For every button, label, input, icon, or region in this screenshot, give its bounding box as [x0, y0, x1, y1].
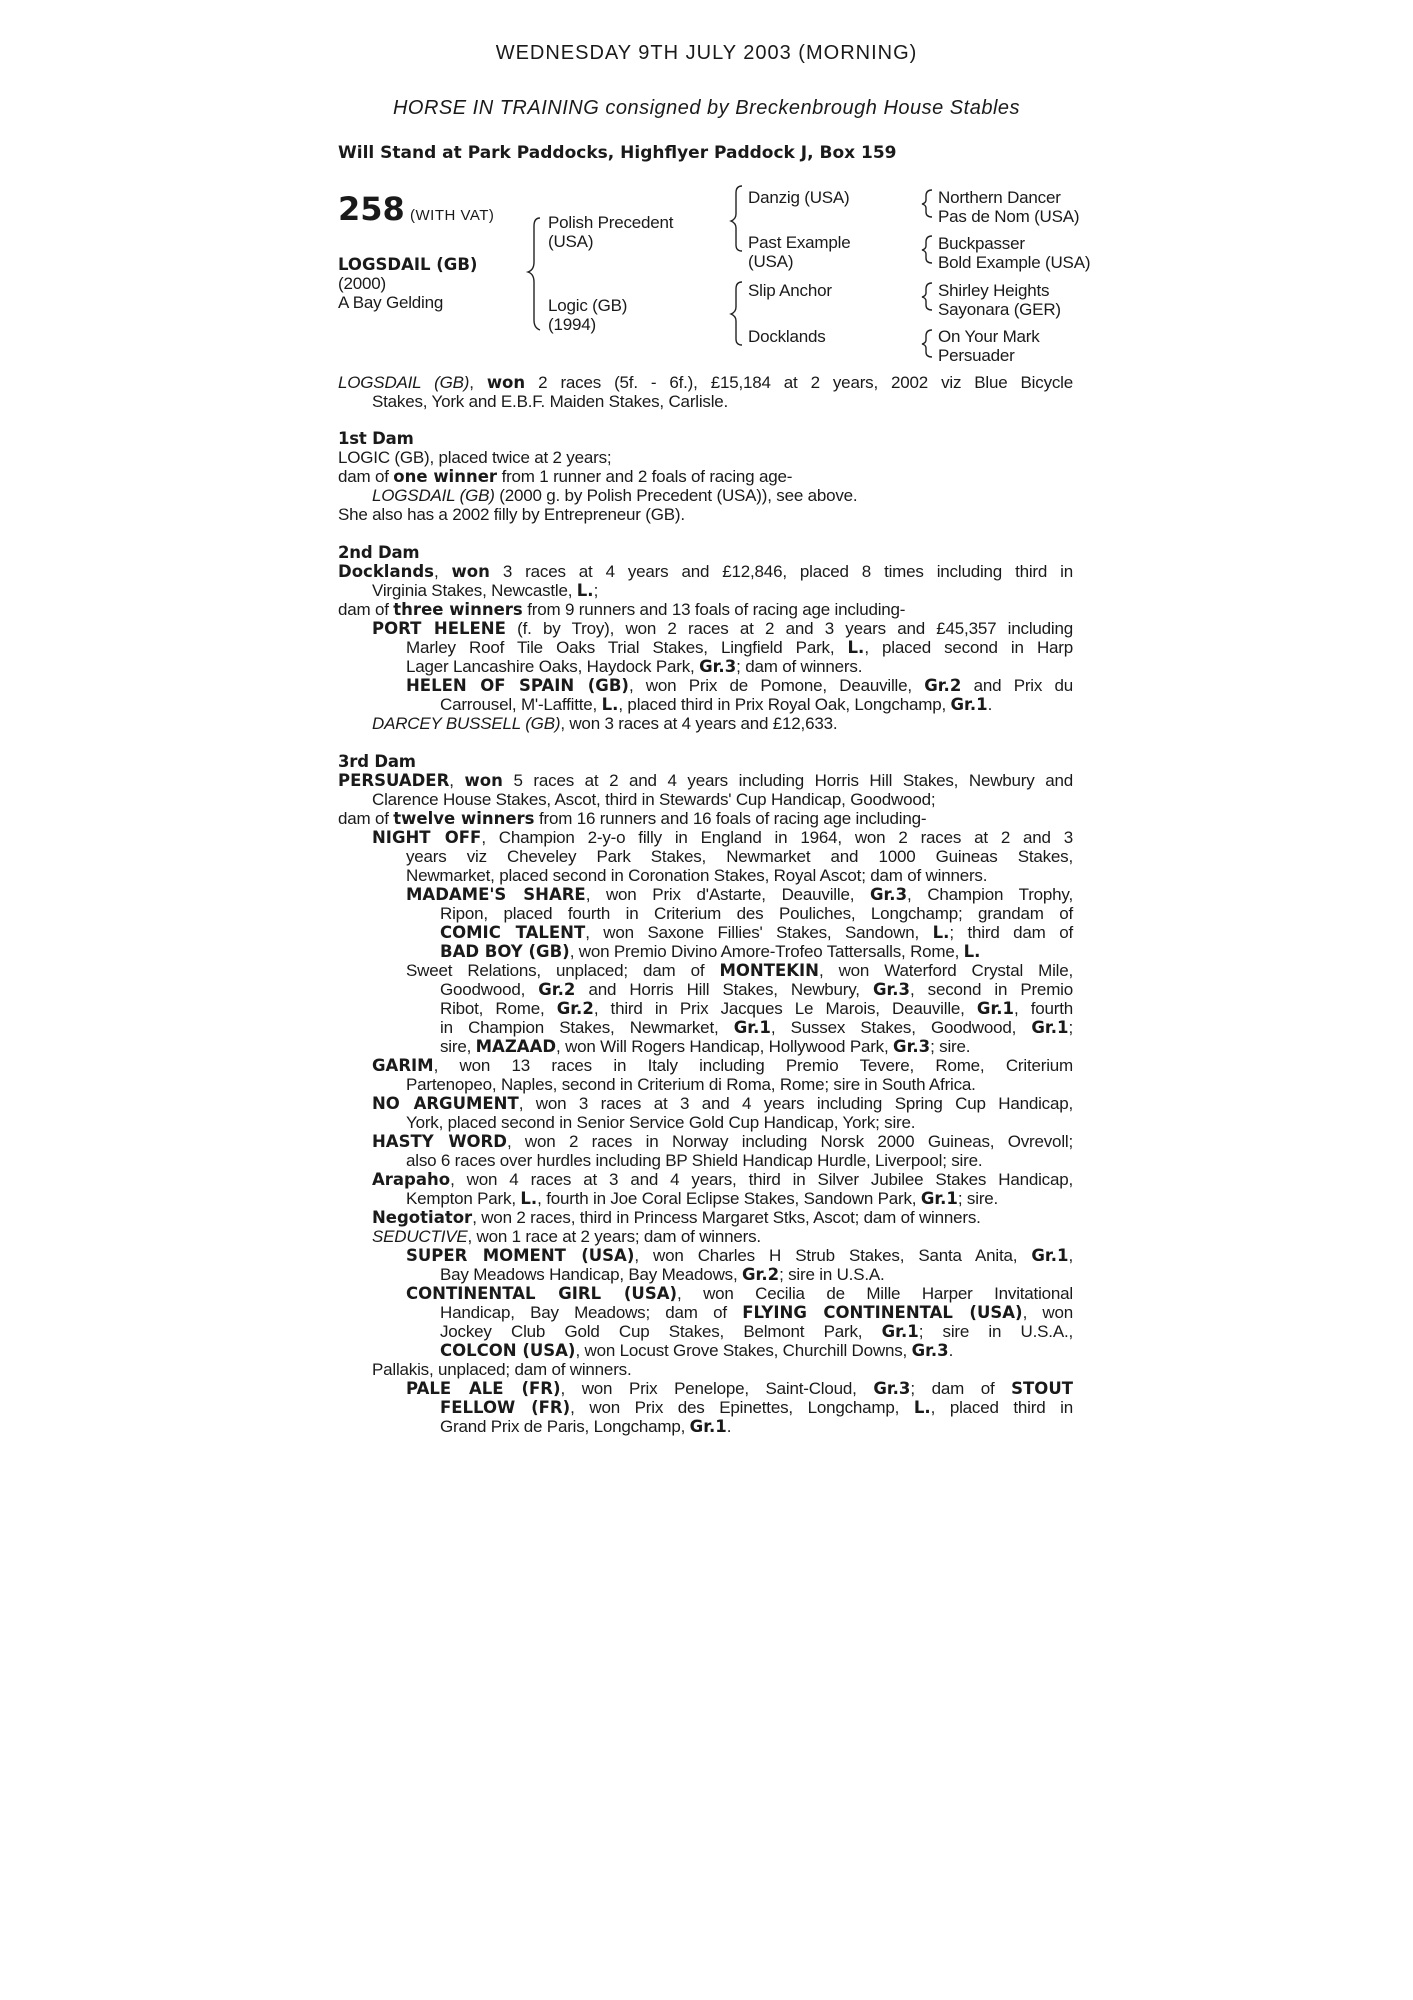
night-off-entry: NIGHT OFF, Champion 2-y-o filly in England in 1964, won 2 races at 2 and 3: [372, 828, 1073, 847]
first-dam-line-4: She also has a 2002 filly by Entrepreneur (GB).: [338, 505, 685, 524]
summary-text-1: 2 races (5f. - 6f.), £15,184 at 2 years, 2002 viz Blue Bicycle: [525, 373, 1073, 392]
pedigree-braces: [0, 0, 1413, 380]
dam-line-1: Logic (GB): [548, 296, 628, 315]
consignment-line: HORSE IN TRAINING consigned by Breckenbrough House Stables: [392, 97, 1021, 119]
first-dam-line-2: dam of one winner from 1 runner and 2 foals of racing age-: [338, 467, 793, 486]
sweet-relations-entry: Sweet Relations, unplaced; dam of MONTEKIN, won Waterford Crystal Mile,: [406, 961, 1074, 980]
third-dam-produce: NIGHT OFF, Champion 2-y-o filly in England in 1964, won 2 races at 2 and 3 years viz Cheveley Park Stakes, Newmarket and 1000 Guineas Stakes, Newmarket, placed second in Coronation Stakes, Royal Ascot; dam of winners. MADAME'S SHARE, won Prix d'Astarte, Deauville, Gr.3, Champion Trophy, Ripon, placed fourth in Criterium des Pouliches, Longchamp; grandam of COMIC TALENT, won Saxone Fillies' Stakes, Sandown, L.; third dam of BAD BOY (GB), won Premio Divino Amore-Trofeo Tattersalls, Rome, L. Sweet Relations, unplaced; dam of MONTEKIN, won Waterford Crystal Mile, Goodwood, Gr.2 and Horris Hill Stakes, Newbury, Gr.3, second in Premio Ribot, Rome, Gr.2, third in Prix Jacques Le Marois, Deauville, Gr.1, fourth in Champion Stakes, Newmarket, Gr.1, Sussex Stakes, Goodwood, Gr.1; sire, MAZAAD, won Will Rogers Handicap, Hollywood Park, Gr.3; sire. GARIM, won 13 races in Italy including Premio Tevere, Rome, Criterium Partenopeo, Naples, second in Criterium di Roma, Rome; sire in South Africa. NO ARGUMENT, won 3 races at 3 and 4 years including Spring Cup Handicap, York, placed second in Senior Service Gold Cup Handicap, York; sire. HASTY WORD, won 2 races in Norway including Norsk 2000 Guineas, Ovrevoll; also 6 races over hurdles including BP Shield Handicap Hurdle, Liverpool; sire. Arapaho, won 4 races at 3 and 4 years, third in Silver Jubilee Stakes Handicap, Kempton Park, L., fourth in Joe Coral Eclipse Stakes, Sandown Park, Gr.1; sire. Negotiator, won 2 races, third in Princess Margaret Stks, Ascot; dam of winners. SEDUCTIVE, won 1 race at 2 years; dam of winners. SUPER MOMENT (USA), won Charles H Strub Stakes, Santa Anita, Gr.1, Bay Meadows Handicap, Bay Meadows, Gr.2; sire in U.S.A. CONTINENTAL GIRL (USA), won Cecilia de Mille Harper Invitational Handicap, Bay Meadows; dam of FLYING CONTINENTAL (USA), won Jockey Club Gold Cup Stakes, Belmont Park, Gr.1; sire in U.S.A., COLCON (USA), won Locust Grove Stakes, Churchill Downs, Gr.3. Pallakis, unplaced; dam of winners. PALE ALE (FR), won Prix Penelope, Saint-Cloud, Gr.3; dam of STOUT FELLOW (FR), won Prix des Epinettes, Longchamp, L., placed third in Grand Prix de Paris, Longchamp, Gr.1.: [372, 828, 1074, 1436]
dam-line-2: (1994): [548, 315, 596, 334]
summary-horse-name: LOGSDAIL (GB): [338, 373, 470, 392]
second-dam-heading: 2nd Dam: [338, 543, 420, 562]
horse-year: (2000): [338, 274, 386, 293]
summary-line-2: Stakes, York and E.B.F. Maiden Stakes, Carlisle.: [372, 392, 729, 411]
second-dam-line-2: Virginia Stakes, Newcastle, L.;: [372, 581, 599, 600]
brace-parents: [528, 218, 540, 330]
pale-ale-entry: PALE ALE (FR), won Prix Penelope, Saint-Cloud, Gr.3; dam of STOUT: [406, 1379, 1073, 1398]
first-dam-section: [338, 429, 1073, 524]
brace-dam-parents: [731, 282, 742, 345]
third-dam-section: [338, 752, 1073, 1436]
madames-share-entry: MADAME'S SHARE, won Prix d'Astarte, Deauville, Gr.3, Champion Trophy,: [406, 885, 1073, 904]
race-summary: [338, 373, 1073, 411]
third-dam-line-2: Clarence House Stakes, Ascot, third in Stewards' Cup Handicap, Goodwood;: [372, 790, 936, 809]
third-dam-line-1: PERSUADER, won 5 races at 2 and 4 years including Horris Hill Stakes, Newbury and: [338, 771, 1073, 790]
third-dam-heading: 3rd Dam: [338, 752, 416, 771]
ancestor-1: Northern Dancer: [938, 188, 1061, 207]
dam-sire: Slip Anchor: [748, 281, 832, 300]
helen-of-spain-entry: HELEN OF SPAIN (GB), won Prix de Pomone, Deauville, Gr.2 and Prix du Carrousel, M'-Laffitte, L., placed third in Prix Royal Oak, Longchamp, Gr.1.: [406, 676, 1073, 714]
port-helene-entry: PORT HELENE (f. by Troy), won 2 races at 2 and 3 years and £45,357 including Marley Roof Tile Oaks Trial Stakes, Lingfield Park, L., placed second in Harp Lager Lancashire Oaks, Haydock Park, Gr.3; dam of winners. HELEN OF SPAIN (GB), won Prix de Pomone, Deauville, Gr.2 and Prix du Carrousel, M'-Laffitte, L., placed third in Prix Royal Oak, Longchamp, Gr.1. DARCEY BUSSELL (GB), won 3 races at 4 years and £12,633.: [372, 619, 1073, 733]
summary-won: won: [486, 373, 526, 392]
hasty-word-entry: HASTY WORD, won 2 races in Norway including Norsk 2000 Guineas, Ovrevoll;: [372, 1132, 1073, 1151]
dam-name: [548, 296, 627, 334]
seductive-entry: SEDUCTIVE, won 1 race at 2 years; dam of winners.: [372, 1227, 761, 1246]
second-dam-section: [338, 543, 1073, 733]
summary-line-1: LOGSDAIL (GB), won 2 races (5f. - 6f.), £15,184 at 2 years, 2002 viz Blue Bicycle: [338, 373, 1073, 392]
super-moment-entry: SUPER MOMENT (USA), won Charles H Strub Stakes, Santa Anita, Gr.1,: [406, 1246, 1073, 1265]
stand-location: Will Stand at Park Paddocks, Highflyer Paddock J, Box 159: [338, 143, 897, 163]
ancestor-2: Pas de Nom (USA): [938, 207, 1080, 226]
lot-number: 258: [338, 190, 405, 228]
sire-name: [548, 213, 673, 251]
sire-line-1: Polish Precedent: [548, 213, 674, 232]
sale-date: WEDNESDAY 9TH JULY 2003 (MORNING): [495, 42, 918, 64]
first-dam-line-1: LOGIC (GB), placed twice at 2 years;: [338, 448, 612, 467]
garim-entry: GARIM, won 13 races in Italy including Premio Tevere, Rome, Criterium: [372, 1056, 1073, 1075]
sire-dam-line-1: Past Example: [748, 233, 851, 252]
sire-dam: [748, 233, 850, 271]
brace-sire-parents: [731, 186, 742, 251]
dam-dam: Docklands: [748, 327, 826, 346]
negotiator-entry: Negotiator, won 2 races, third in Princess Margaret Stks, Ascot; dam of winners.: [372, 1208, 981, 1227]
second-dam-line-3: dam of three winners from 9 runners and 13 foals of racing age including-: [338, 600, 906, 619]
second-dam-line-1: Docklands, won 3 races at 4 years and £12,846, placed 8 times including third in: [338, 562, 1073, 581]
sire-line-2: (USA): [548, 232, 594, 251]
first-dam-heading: 1st Dam: [338, 429, 414, 448]
first-dam-line-3: LOGSDAIL (GB) (2000 g. by Polish Precedent (USA)), see above.: [372, 486, 858, 505]
continental-girl-entry: CONTINENTAL GIRL (USA), won Cecilia de Mille Harper Invitational: [406, 1284, 1073, 1303]
pallakis-entry: Pallakis, unplaced; dam of winners.: [372, 1360, 632, 1379]
third-dam-line-3: dam of twelve winners from 16 runners and 16 foals of racing age including-: [338, 809, 927, 828]
no-argument-entry: NO ARGUMENT, won 3 races at 3 and 4 years including Spring Cup Handicap,: [372, 1094, 1073, 1113]
horse-description: A Bay Gelding: [338, 293, 444, 312]
sire-dam-line-2: (USA): [748, 252, 794, 271]
ancestor-8: Persuader: [938, 346, 1015, 365]
sire-sire: Danzig (USA): [748, 188, 850, 207]
ancestor-5: Shirley Heights: [938, 281, 1050, 300]
ancestor-3: Buckpasser: [938, 234, 1025, 253]
darcey-bussell-entry: DARCEY BUSSELL (GB), won 3 races at 4 years and £12,633.: [372, 714, 838, 733]
ancestor-4: Bold Example (USA): [938, 253, 1091, 272]
vat-label: (WITH VAT): [410, 207, 495, 224]
ancestor-6: Sayonara (GER): [938, 300, 1061, 319]
arapaho-entry: Arapaho, won 4 races at 3 and 4 years, third in Silver Jubilee Stakes Handicap,: [372, 1170, 1073, 1189]
horse-name: LOGSDAIL (GB): [338, 255, 478, 274]
ancestor-7: On Your Mark: [938, 327, 1040, 346]
